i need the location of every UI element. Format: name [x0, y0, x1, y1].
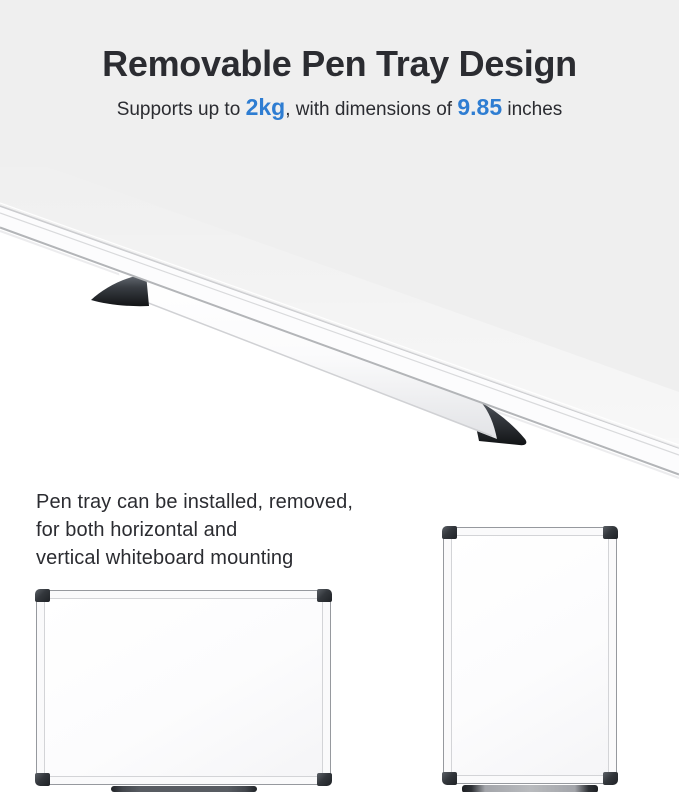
mounting-options-section [0, 480, 679, 792]
vertical-board-surface [451, 535, 609, 776]
corner-cap-bottom-left [442, 772, 457, 785]
horizontal-board-pen-tray [111, 786, 257, 792]
corner-cap-bottom-right [317, 773, 332, 786]
caption-line-3: vertical whiteboard mounting [36, 547, 294, 569]
corner-cap-top-right [603, 526, 618, 539]
subtitle-prefix: Supports up to [116, 99, 246, 120]
corner-cap-top-right [317, 589, 332, 602]
corner-cap-bottom-left [35, 773, 50, 786]
vertical-board-pen-tray [462, 785, 598, 792]
corner-cap-top-left [35, 589, 50, 602]
tray-dimension-value: 9.85 [457, 94, 503, 120]
subtitle-suffix: inches [502, 99, 563, 120]
subtitle [0, 93, 679, 124]
corner-cap-top-left [442, 526, 457, 539]
vertical-whiteboard-image [443, 527, 617, 784]
weight-capacity-value: 2kg [245, 94, 286, 120]
header [0, 0, 679, 124]
caption-line-1: Pen tray can be installed, removed, [36, 491, 354, 513]
corner-cap-bottom-right [603, 772, 618, 785]
horizontal-board-surface [44, 598, 323, 777]
subtitle-middle: , with dimensions of [285, 99, 458, 120]
page-title: Removable Pen Tray Design [102, 43, 577, 84]
caption [36, 488, 353, 572]
caption-line-2: for both horizontal and [36, 519, 238, 541]
horizontal-whiteboard-image [36, 590, 331, 785]
